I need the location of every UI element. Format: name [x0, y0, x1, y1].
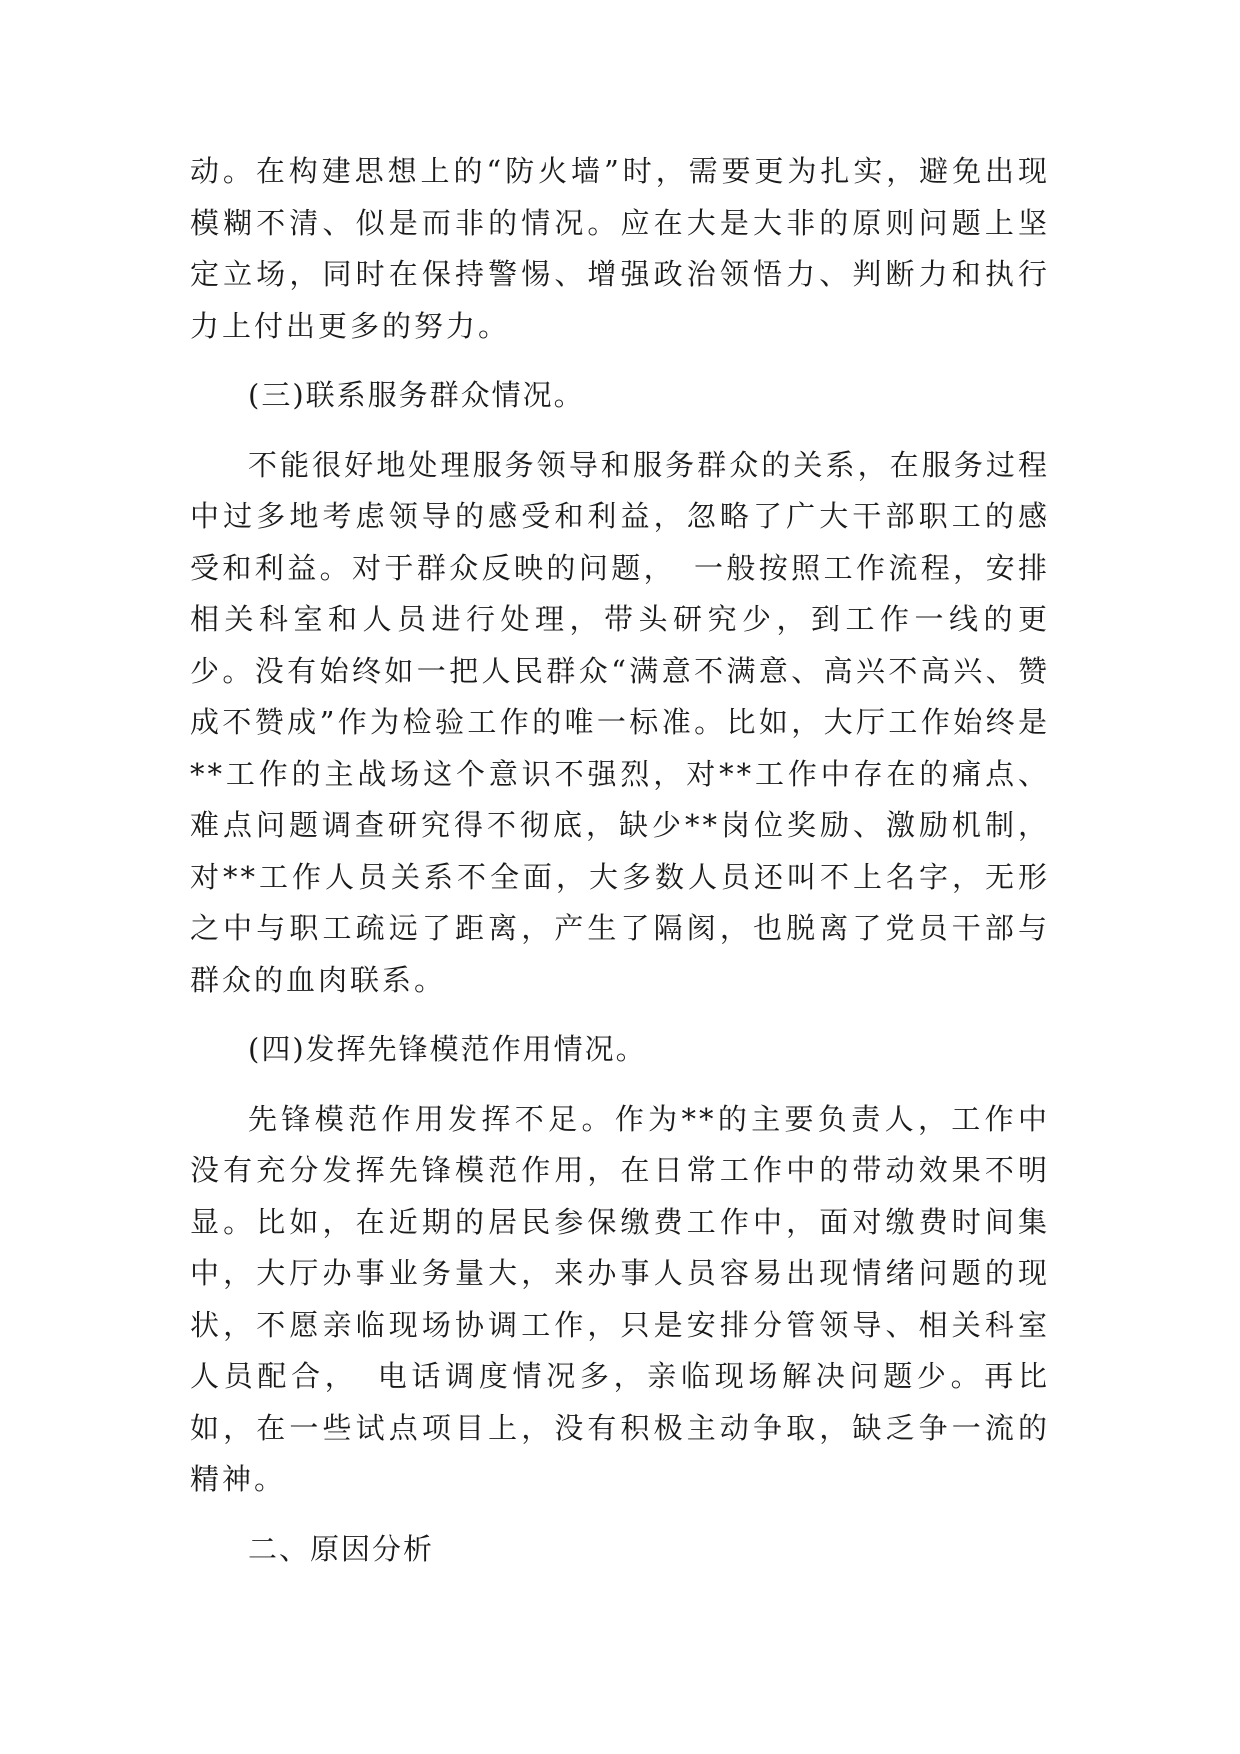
paragraph-gap: [190, 1006, 1050, 1024]
paragraph-mass-service: 不能很好地处理服务领导和服务群众的关系，在服务过程中过多地考虑领导的感受和利益，忽略了广大干部职工的感受和利益。对于群众反映的问题， 一般按照工作流程，安排相关科室和人员进行处理，带头研究少，到工作一线的更少。没有始终如一把人民群众“满意不满意、高兴不高兴、赞成不赞成”作为检验工作的唯一标准。比如，大厅工作始终是**工作的主战场这个意识不强烈，对**工作中存在的痛点、难点问题调查研究得不彻底，缺少**岗位奖励、激励机制，对**工作人员关系不全面，大多数人员还叫不上名字，无形之中与职工疏远了距离，产生了隔阂，也脱离了党员干部与群众的血肉联系。: [190, 447, 1050, 997]
section-heading-cause-analysis: 二、原因分析: [248, 1531, 435, 1566]
document-body: [190, 146, 1050, 1575]
paragraph-gap: [190, 1076, 1050, 1094]
paragraph-gap: [190, 1506, 1050, 1524]
section-heading-3: (三)联系服务群众情况。: [248, 378, 585, 412]
paragraph-continued: 动。在构建思想上的“防火墙”时，需要更为扎实，避免出现模糊不清、似是而非的情况。应在大是大非的原则问题上坚定立场，同时在保持警惕、增强政治领悟力、判断力和执行力上付出更多的努力。: [190, 154, 1050, 343]
paragraph-gap: [190, 352, 1050, 370]
paragraph-vanguard-role: 先锋模范作用发挥不足。作为**的主要负责人，工作中没有充分发挥先锋模范作用，在日常工作中的带动效果不明显。比如，在近期的居民参保缴费工作中，面对缴费时间集中，大厅办事业务量大，来办事人员容易出现情绪问题的现状，不愿亲临现场协调工作，只是安排分管领导、相关科室人员配合， 电话调度情况多，亲临现场解决问题少。再比如，在一些试点项目上，没有积极主动争取，缺乏争一流的精神。: [190, 1101, 1050, 1496]
paragraph-gap: [190, 422, 1050, 440]
section-heading-4: (四)发挥先锋模范作用情况。: [248, 1032, 647, 1066]
